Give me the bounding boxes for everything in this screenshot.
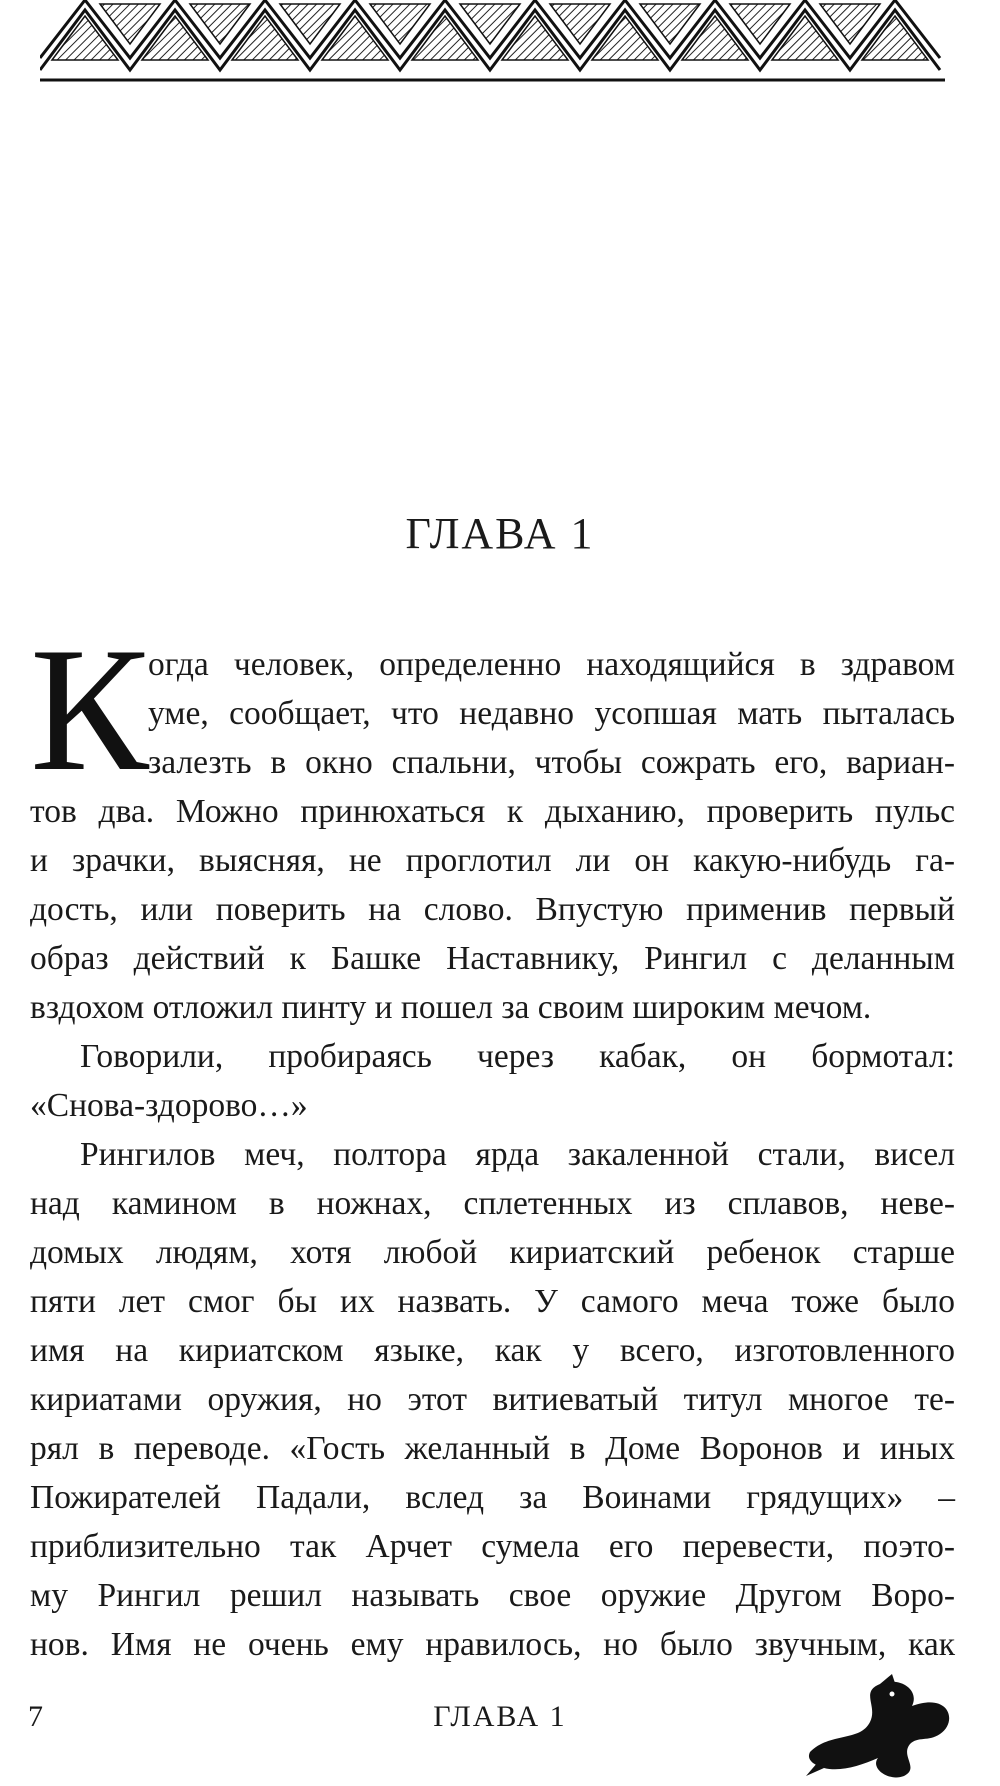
text-line: рял в переводе. «Гость желанный в Доме Воронов и иных (30, 1430, 955, 1467)
text-line: домых людям, хотя любой кириатский ребенок старше (30, 1234, 955, 1271)
text-line: нов. Имя не очень ему нравилось, но было звучным, как (30, 1626, 955, 1663)
drop-cap-paragraph (30, 610, 955, 808)
text-line: пяти лет смог бы их назвать. У самого меча тоже было (30, 1283, 955, 1320)
chapter-body-text (30, 610, 955, 1669)
chapter-title: ГЛАВА 1 (405, 509, 595, 558)
text-line: залезть в окно спальни, чтобы сожрать его, вариан- (148, 744, 955, 781)
text-line: образ действий к Башке Наставнику, Рингил с деланным (30, 940, 955, 977)
text-line: Говорили, пробираясь через кабак, он бормотал: (80, 1038, 955, 1075)
text-line: «Снова-здорово…» (30, 1087, 308, 1124)
text-line: Рингилов меч, полтора ярда закаленной стали, висел (80, 1136, 955, 1173)
text-line: кириатами оружия, но этот витиеватый титул многое те- (30, 1381, 955, 1418)
text-line: огда человек, определенно находящийся в здравом (148, 646, 955, 683)
running-title: ГЛАВА 1 (433, 1700, 567, 1733)
drop-cap-letter: К (30, 610, 149, 808)
text-line: тов два. Можно принюхаться к дыханию, проверить пульс (30, 793, 955, 830)
text-line: приблизительно так Арчет сумела его перевести, поэто- (30, 1528, 955, 1565)
text-line: и зрачки, выясняя, не проглотил ли он какую-нибудь га- (30, 842, 955, 879)
text-line: имя на кириатском языке, как у всего, изготовленного (30, 1332, 955, 1369)
dragon-emblem-icon (800, 1672, 960, 1782)
text-line: вздохом отложил пинту и пошел за своим широким мечом. (30, 989, 872, 1026)
text-line: Пожирателей Падали, вслед за Воинами грядущих» – (30, 1479, 955, 1516)
text-line: уме, сообщает, что недавно усопшая мать пыталась (148, 695, 955, 732)
text-line: над камином в ножнах, сплетенных из сплавов, неве- (30, 1185, 955, 1222)
page-number: 7 (28, 1700, 43, 1733)
text-line: дость, или поверить на слово. Впустую применив первый (30, 891, 955, 928)
text-line: му Рингил решил называть свое оружие Другом Воро- (30, 1577, 955, 1614)
decorative-border-ornament (40, 0, 945, 84)
